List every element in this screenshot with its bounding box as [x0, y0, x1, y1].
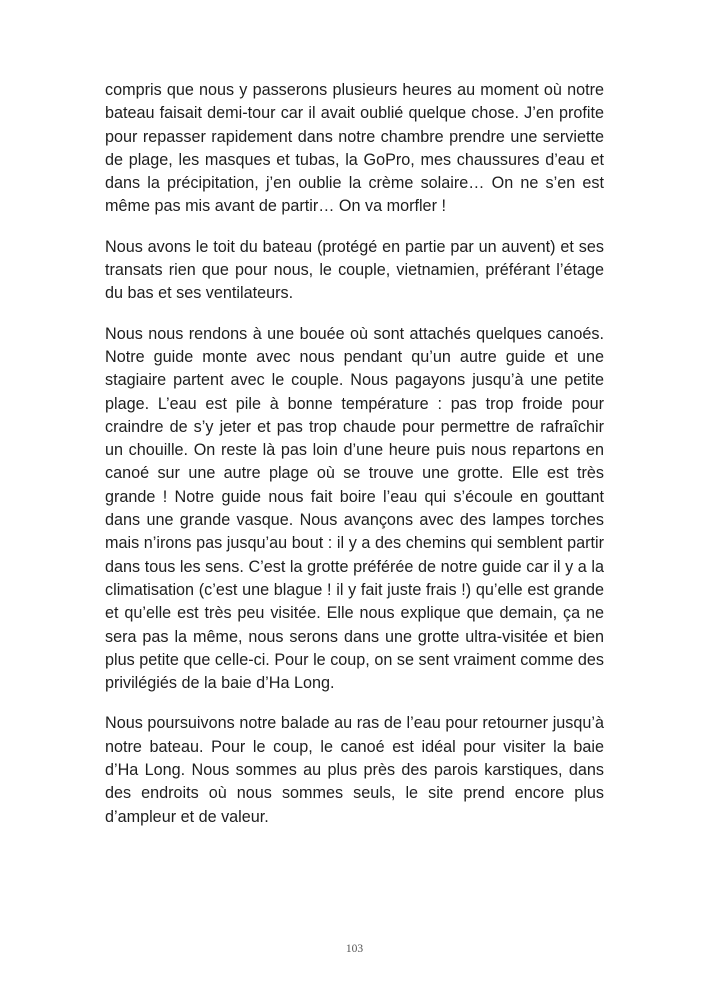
paragraph-2: Nous avons le toit du bateau (protégé en partie par un auvent) et ses transats rien que pour nous, le couple, vietnamien, préférant l’étage du bas et ses ventilateurs. [105, 237, 604, 303]
text-body [105, 79, 604, 846]
paragraph-3: Nous nous rendons à une bouée où sont attachés quelques canoés. Notre guide monte avec nous pendant qu’un autre guide et une stagiaire partent avec le couple. Nous pagayons jusqu’à une petite plage. L’eau est pile à bonne température : pas trop froide pour craindre de s’y jeter et pas trop chaude pour permettre de rafraîchir un chouille. On reste là pas loin d’une heure puis nous repartons en canoé sur une autre plage où se trouve une grotte. Elle est très grande ! Notre guide nous fait boire l’eau qui s’écoule en gouttant dans une grande vasque. Nous avançons avec des lampes torches mais n’irons pas jusqu’au bout : il y a des chemins qui semblent partir dans tous les sens. C’est la grotte préférée de notre guide car il y a la climatisation (c’est une blague ! il y fait juste frais !) qu’elle est grande et qu’elle est très peu visitée. Elle nous explique que demain, ça ne sera pas la même, nous serons dans une grotte ultra-visitée et bien plus petite que celle-ci. Pour le coup, on se sent vraiment comme des privilégiés de la baie d’Ha Long. [105, 324, 604, 693]
paragraph-4: Nous poursuivons notre balade au ras de l’eau pour retourner jusqu’à notre bateau. Pour le coup, le canoé est idéal pour visiter la baie d’Ha Long. Nous sommes au plus près des parois karstiques, dans des endroits où nous sommes seuls, le site prend encore plus d’ampleur et de valeur. [105, 714, 604, 826]
paragraph-1: compris que nous y passerons plusieurs heures au moment où notre bateau faisait demi-tour car il avait oublié quelque chose. J’en profite pour repasser rapidement dans notre chambre prendre une serviette de plage, les masques et tubas, la GoPro, mes chaussures d’eau et dans la précipitation, j’en oublie la crème solaire… On ne s’en est même pas mis avant de partir… On va morfler ! [105, 81, 604, 216]
page-number: 103 [345, 943, 364, 955]
